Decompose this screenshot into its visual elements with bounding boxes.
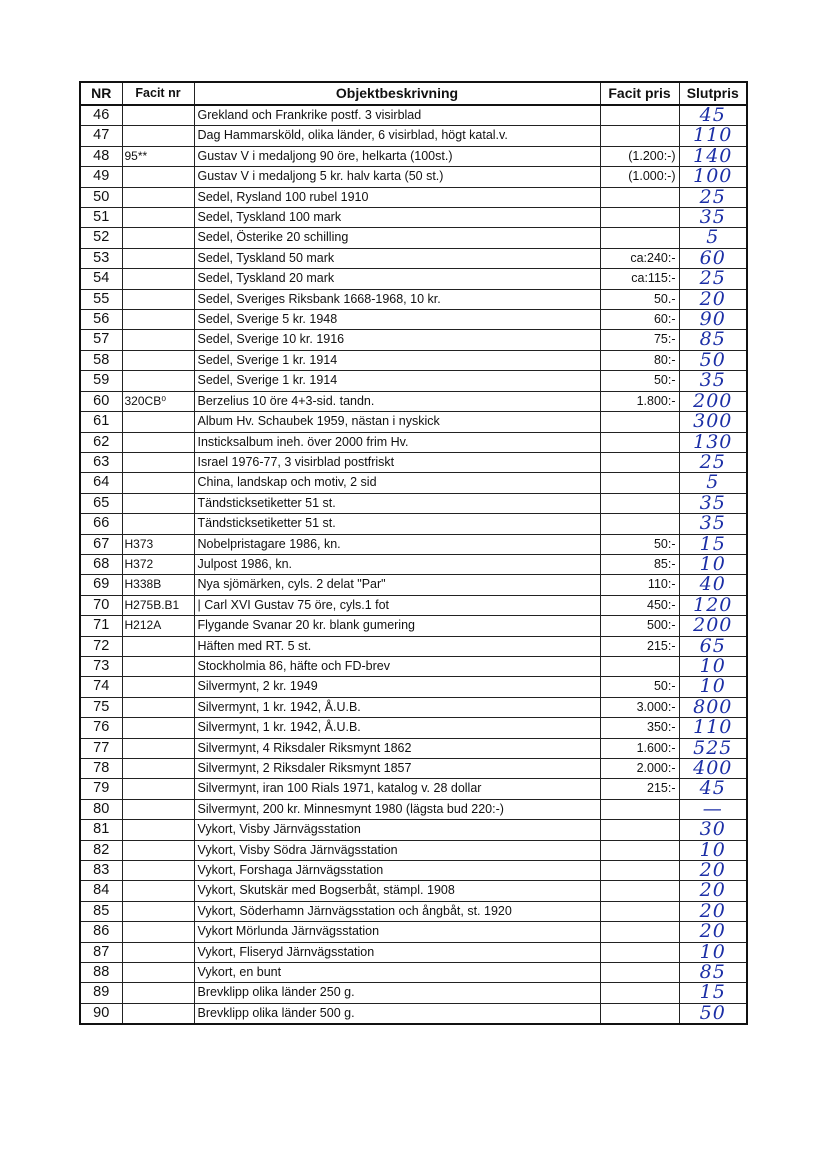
lot-number: 55 — [80, 289, 122, 309]
table-row — [80, 208, 747, 228]
table-row — [80, 146, 747, 166]
table-row — [80, 718, 747, 738]
header-beskrivning: Objektbeskrivning — [194, 82, 600, 105]
lot-number: 67 — [80, 534, 122, 554]
final-price: 140 — [679, 146, 747, 166]
facit-price — [600, 820, 679, 840]
lot-number: 57 — [80, 330, 122, 350]
object-description: Berzelius 10 öre 4+3-sid. tandn. — [194, 391, 600, 411]
facit-number — [122, 820, 194, 840]
facit-number — [122, 983, 194, 1003]
final-price: 10 — [679, 677, 747, 697]
facit-number — [122, 718, 194, 738]
header-slutpris: Slutpris — [679, 82, 747, 105]
object-description: Sedel, Tyskland 50 mark — [194, 248, 600, 268]
final-price: 90 — [679, 310, 747, 330]
facit-price: 50:- — [600, 677, 679, 697]
table-row — [80, 901, 747, 921]
object-description: Brevklipp olika länder 500 g. — [194, 1003, 600, 1024]
table-row — [80, 595, 747, 615]
facit-number — [122, 514, 194, 534]
facit-number — [122, 371, 194, 391]
facit-price: 75:- — [600, 330, 679, 350]
facit-price — [600, 452, 679, 472]
facit-number — [122, 208, 194, 228]
final-price: 40 — [679, 575, 747, 595]
object-description: Album Hv. Schaubek 1959, nästan i nyskick — [194, 412, 600, 432]
lot-number: 84 — [80, 881, 122, 901]
lot-number: 48 — [80, 146, 122, 166]
lot-number: 47 — [80, 126, 122, 146]
table-row — [80, 269, 747, 289]
final-price: 35 — [679, 514, 747, 534]
facit-number — [122, 452, 194, 472]
table-row — [80, 534, 747, 554]
facit-price — [600, 187, 679, 207]
facit-price: ca:240:- — [600, 248, 679, 268]
lot-number: 66 — [80, 514, 122, 534]
facit-number: 95** — [122, 146, 194, 166]
table-row — [80, 861, 747, 881]
lot-number: 90 — [80, 1003, 122, 1024]
object-description: Silvermynt, 1 kr. 1942, Å.U.B. — [194, 697, 600, 717]
lot-number: 60 — [80, 391, 122, 411]
object-description: Flygande Svanar 20 kr. blank gumering — [194, 616, 600, 636]
facit-price: 50:- — [600, 534, 679, 554]
facit-price — [600, 473, 679, 493]
facit-number — [122, 473, 194, 493]
lot-number: 87 — [80, 942, 122, 962]
final-price: 35 — [679, 493, 747, 513]
facit-number — [122, 656, 194, 676]
facit-price — [600, 922, 679, 942]
final-price: 120 — [679, 595, 747, 615]
lot-number: 63 — [80, 452, 122, 472]
facit-number — [122, 942, 194, 962]
facit-price — [600, 493, 679, 513]
lot-number: 56 — [80, 310, 122, 330]
table-row — [80, 759, 747, 779]
lot-number: 53 — [80, 248, 122, 268]
final-price: 35 — [679, 371, 747, 391]
final-price: 15 — [679, 534, 747, 554]
facit-price: 1.600:- — [600, 738, 679, 758]
lot-number: 72 — [80, 636, 122, 656]
final-price: 25 — [679, 269, 747, 289]
table-row — [80, 1003, 747, 1024]
facit-price: 215:- — [600, 636, 679, 656]
final-price: 5 — [679, 228, 747, 248]
facit-price — [600, 861, 679, 881]
object-description: Israel 1976-77, 3 visirblad postfriskt — [194, 452, 600, 472]
table-row — [80, 677, 747, 697]
table-row — [80, 371, 747, 391]
lot-number: 83 — [80, 861, 122, 881]
lot-number: 75 — [80, 697, 122, 717]
lot-number: 59 — [80, 371, 122, 391]
facit-number — [122, 228, 194, 248]
lot-number: 70 — [80, 595, 122, 615]
lot-number: 65 — [80, 493, 122, 513]
final-price: 30 — [679, 820, 747, 840]
object-description: Vykort, Forshaga Järnvägsstation — [194, 861, 600, 881]
object-description: Vykort, Visby Järnvägsstation — [194, 820, 600, 840]
table-row — [80, 105, 747, 126]
object-description: Häften med RT. 5 st. — [194, 636, 600, 656]
table-row — [80, 616, 747, 636]
table-row — [80, 963, 747, 983]
table-row — [80, 289, 747, 309]
lot-number: 89 — [80, 983, 122, 1003]
facit-number — [122, 840, 194, 860]
lot-number: 61 — [80, 412, 122, 432]
facit-number — [122, 412, 194, 432]
object-description: Vykort, Visby Södra Järnvägsstation — [194, 840, 600, 860]
table-row — [80, 697, 747, 717]
table-row — [80, 391, 747, 411]
table-row — [80, 412, 747, 432]
final-price: 100 — [679, 167, 747, 187]
facit-price — [600, 228, 679, 248]
facit-price — [600, 432, 679, 452]
facit-price: 50:- — [600, 371, 679, 391]
table-row — [80, 779, 747, 799]
object-description: Sedel, Tyskland 20 mark — [194, 269, 600, 289]
lot-number: 71 — [80, 616, 122, 636]
facit-number — [122, 310, 194, 330]
table-row — [80, 493, 747, 513]
facit-number — [122, 779, 194, 799]
lot-number: 78 — [80, 759, 122, 779]
object-description: Sedel, Österike 20 schilling — [194, 228, 600, 248]
object-description: Sedel, Sverige 10 kr. 1916 — [194, 330, 600, 350]
final-price: 525 — [679, 738, 747, 758]
facit-price — [600, 126, 679, 146]
object-description: Gustav V i medaljong 5 kr. halv karta (50 st.) — [194, 167, 600, 187]
table-row — [80, 167, 747, 187]
final-price: 10 — [679, 942, 747, 962]
final-price: 35 — [679, 208, 747, 228]
table-row — [80, 248, 747, 268]
object-description: Dag Hammarsköld, olika länder, 6 visirblad, högt katal.v. — [194, 126, 600, 146]
facit-number — [122, 289, 194, 309]
lot-number: 52 — [80, 228, 122, 248]
final-price: — — [679, 799, 747, 819]
object-description: Vykort Mörlunda Järnvägsstation — [194, 922, 600, 942]
header-facit-nr: Facit nr — [122, 82, 194, 105]
object-description: Sedel, Sverige 1 kr. 1914 — [194, 350, 600, 370]
facit-number — [122, 493, 194, 513]
lot-number: 73 — [80, 656, 122, 676]
object-description: China, landskap och motiv, 2 sid — [194, 473, 600, 493]
facit-price: 500:- — [600, 616, 679, 636]
final-price: 20 — [679, 289, 747, 309]
facit-number — [122, 799, 194, 819]
facit-number: H372 — [122, 554, 194, 574]
final-price: 110 — [679, 126, 747, 146]
object-description: Sedel, Sveriges Riksbank 1668-1968, 10 kr. — [194, 289, 600, 309]
object-description: Brevklipp olika länder 250 g. — [194, 983, 600, 1003]
facit-price — [600, 901, 679, 921]
table-row — [80, 738, 747, 758]
facit-price: 350:- — [600, 718, 679, 738]
facit-number: 320CB⁰ — [122, 391, 194, 411]
object-description: Julpost 1986, kn. — [194, 554, 600, 574]
facit-price — [600, 840, 679, 860]
object-description: Silvermynt, iran 100 Rials 1971, katalog v. 28 dollar — [194, 779, 600, 799]
final-price: 5 — [679, 473, 747, 493]
facit-price: (1.200:-) — [600, 146, 679, 166]
object-description: Sedel, Sverige 1 kr. 1914 — [194, 371, 600, 391]
facit-price — [600, 208, 679, 228]
facit-price — [600, 412, 679, 432]
final-price: 50 — [679, 350, 747, 370]
final-price: 65 — [679, 636, 747, 656]
lot-number: 88 — [80, 963, 122, 983]
final-price: 20 — [679, 861, 747, 881]
table-row — [80, 187, 747, 207]
facit-number — [122, 636, 194, 656]
facit-number: H373 — [122, 534, 194, 554]
facit-price: 60:- — [600, 310, 679, 330]
object-description: Vykort, Skutskär med Bogserbåt, stämpl. 1908 — [194, 881, 600, 901]
header-facit-pris: Facit pris — [600, 82, 679, 105]
object-description: Silvermynt, 2 Riksdaler Riksmynt 1857 — [194, 759, 600, 779]
object-description: Silvermynt, 200 kr. Minnesmynt 1980 (lägsta bud 220:-) — [194, 799, 600, 819]
final-price: 300 — [679, 412, 747, 432]
facit-price: 215:- — [600, 779, 679, 799]
final-price: 85 — [679, 963, 747, 983]
facit-number — [122, 248, 194, 268]
table-row — [80, 983, 747, 1003]
lot-number: 82 — [80, 840, 122, 860]
table-row — [80, 656, 747, 676]
facit-number — [122, 432, 194, 452]
facit-number — [122, 881, 194, 901]
facit-number: H275B.B1 — [122, 595, 194, 615]
object-description: Stockholmia 86, häfte och FD-brev — [194, 656, 600, 676]
facit-number — [122, 738, 194, 758]
lot-number: 76 — [80, 718, 122, 738]
table-row — [80, 922, 747, 942]
object-description: Sedel, Sverige 5 kr. 1948 — [194, 310, 600, 330]
facit-number — [122, 167, 194, 187]
facit-price: 85:- — [600, 554, 679, 574]
object-description: Sedel, Tyskland 100 mark — [194, 208, 600, 228]
facit-price: 110:- — [600, 575, 679, 595]
final-price: 20 — [679, 922, 747, 942]
object-description: Nya sjömärken, cyls. 2 delat "Par" — [194, 575, 600, 595]
object-description: Nobelpristagare 1986, kn. — [194, 534, 600, 554]
final-price: 20 — [679, 901, 747, 921]
table-row — [80, 575, 747, 595]
table-row — [80, 452, 747, 472]
table-row — [80, 942, 747, 962]
table-body — [80, 105, 747, 1024]
facit-number — [122, 759, 194, 779]
facit-price — [600, 514, 679, 534]
table-row — [80, 310, 747, 330]
lot-number: 68 — [80, 554, 122, 574]
lot-number: 81 — [80, 820, 122, 840]
facit-price: 450:- — [600, 595, 679, 615]
lot-number: 49 — [80, 167, 122, 187]
facit-number: H338B — [122, 575, 194, 595]
table-row — [80, 330, 747, 350]
facit-number — [122, 677, 194, 697]
lot-number: 69 — [80, 575, 122, 595]
facit-price — [600, 881, 679, 901]
lot-number: 58 — [80, 350, 122, 370]
lot-number: 80 — [80, 799, 122, 819]
object-description: Silvermynt, 2 kr. 1949 — [194, 677, 600, 697]
facit-number — [122, 861, 194, 881]
table-row — [80, 820, 747, 840]
object-description: Tändsticksetiketter 51 st. — [194, 493, 600, 513]
final-price: 10 — [679, 840, 747, 860]
final-price: 200 — [679, 616, 747, 636]
facit-number — [122, 269, 194, 289]
lot-number: 64 — [80, 473, 122, 493]
object-description: Vykort, en bunt — [194, 963, 600, 983]
object-description: Vykort, Fliseryd Järnvägsstation — [194, 942, 600, 962]
facit-number — [122, 901, 194, 921]
lot-number: 77 — [80, 738, 122, 758]
final-price: 45 — [679, 105, 747, 126]
facit-price — [600, 963, 679, 983]
object-description: Silvermynt, 4 Riksdaler Riksmynt 1862 — [194, 738, 600, 758]
facit-number: H212A — [122, 616, 194, 636]
facit-number — [122, 697, 194, 717]
object-description: Sedel, Rysland 100 rubel 1910 — [194, 187, 600, 207]
facit-number — [122, 922, 194, 942]
final-price: 60 — [679, 248, 747, 268]
final-price: 25 — [679, 452, 747, 472]
facit-price: 3.000:- — [600, 697, 679, 717]
facit-price — [600, 105, 679, 126]
table-row — [80, 228, 747, 248]
object-description: Gustav V i medaljong 90 öre, helkarta (100st.) — [194, 146, 600, 166]
final-price: 800 — [679, 697, 747, 717]
table-row — [80, 554, 747, 574]
facit-number — [122, 187, 194, 207]
facit-number — [122, 126, 194, 146]
table-row — [80, 350, 747, 370]
facit-price: ca:115:- — [600, 269, 679, 289]
final-price: 20 — [679, 881, 747, 901]
table-row — [80, 432, 747, 452]
header-nr: NR — [80, 82, 122, 105]
final-price: 25 — [679, 187, 747, 207]
lot-number: 85 — [80, 901, 122, 921]
facit-price: 2.000:- — [600, 759, 679, 779]
object-description: Grekland och Frankrike postf. 3 visirblad — [194, 105, 600, 126]
table-row — [80, 126, 747, 146]
facit-number — [122, 105, 194, 126]
facit-price — [600, 656, 679, 676]
object-description: | Carl XVI Gustav 75 öre, cyls.1 fot — [194, 595, 600, 615]
lot-number: 74 — [80, 677, 122, 697]
final-price: 50 — [679, 1003, 747, 1024]
object-description: Insticksalbum ineh. över 2000 frim Hv. — [194, 432, 600, 452]
object-description: Silvermynt, 1 kr. 1942, Å.U.B. — [194, 718, 600, 738]
final-price: 85 — [679, 330, 747, 350]
final-price: 45 — [679, 779, 747, 799]
final-price: 110 — [679, 718, 747, 738]
table-row — [80, 799, 747, 819]
facit-number — [122, 330, 194, 350]
table-header — [80, 82, 747, 105]
facit-number — [122, 963, 194, 983]
table-row — [80, 881, 747, 901]
facit-price: 50.- — [600, 289, 679, 309]
facit-number — [122, 350, 194, 370]
table-row — [80, 840, 747, 860]
facit-price: (1.000:-) — [600, 167, 679, 187]
final-price: 10 — [679, 656, 747, 676]
final-price: 10 — [679, 554, 747, 574]
final-price: 130 — [679, 432, 747, 452]
lot-number: 62 — [80, 432, 122, 452]
facit-price — [600, 799, 679, 819]
object-description: Vykort, Söderhamn Järnvägsstation och ångbåt, st. 1920 — [194, 901, 600, 921]
final-price: 400 — [679, 759, 747, 779]
lot-number: 54 — [80, 269, 122, 289]
facit-price — [600, 983, 679, 1003]
object-description: Tändsticksetiketter 51 st. — [194, 514, 600, 534]
header-row — [80, 82, 747, 105]
final-price: 15 — [679, 983, 747, 1003]
lot-number: 51 — [80, 208, 122, 228]
lot-number: 79 — [80, 779, 122, 799]
table-row — [80, 514, 747, 534]
lot-number: 50 — [80, 187, 122, 207]
auction-results-table — [79, 81, 748, 1025]
lot-number: 86 — [80, 922, 122, 942]
table-row — [80, 636, 747, 656]
facit-number — [122, 1003, 194, 1024]
facit-price — [600, 942, 679, 962]
facit-price: 80:- — [600, 350, 679, 370]
lot-number: 46 — [80, 105, 122, 126]
facit-price — [600, 1003, 679, 1024]
facit-price: 1.800:- — [600, 391, 679, 411]
table-row — [80, 473, 747, 493]
final-price: 200 — [679, 391, 747, 411]
